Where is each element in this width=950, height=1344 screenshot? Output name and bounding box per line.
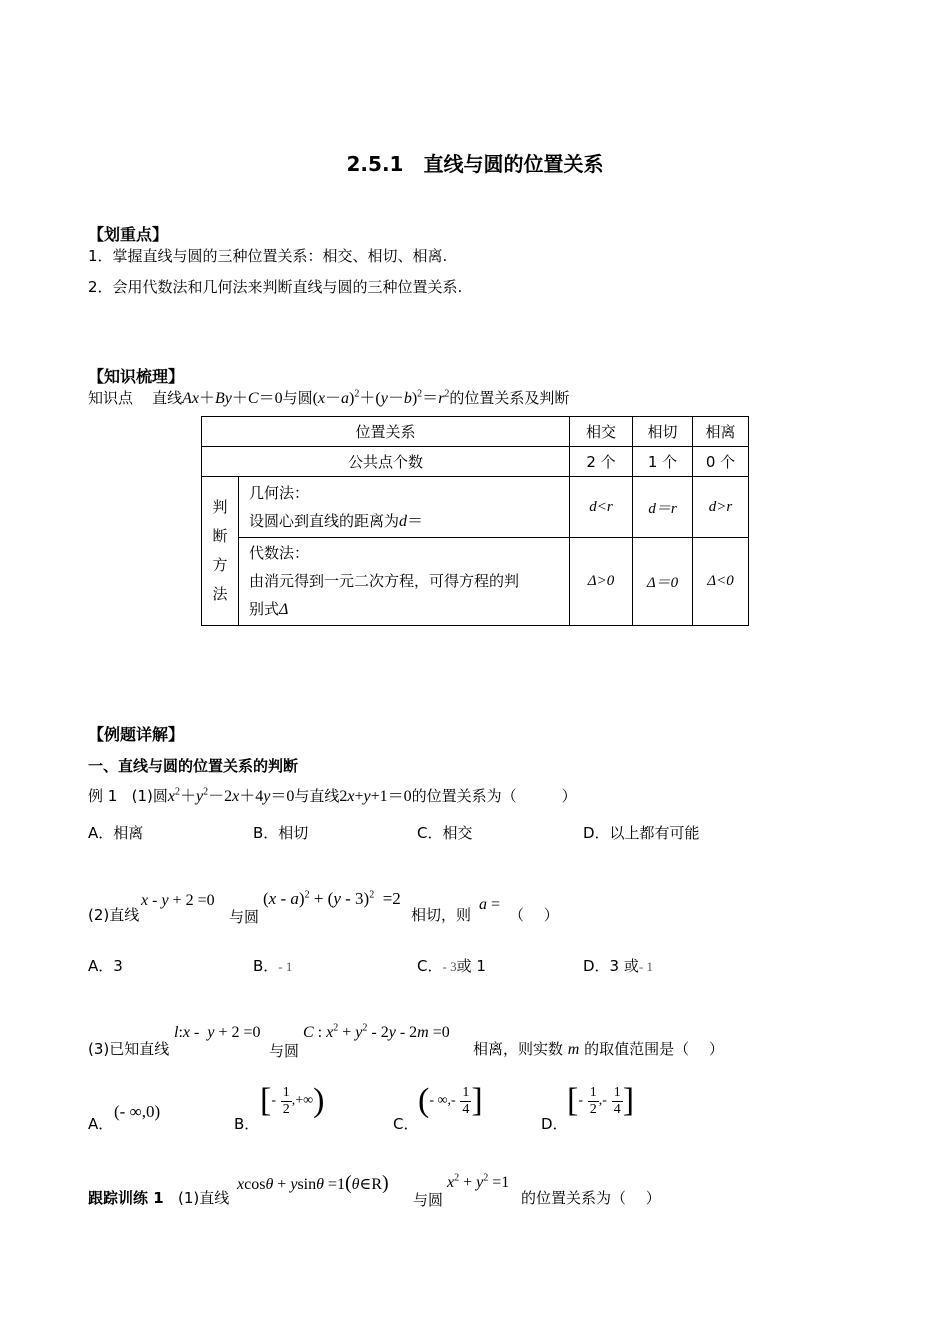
method-label: 判 断 方 法 — [212, 498, 228, 603]
ex1-q2-option-b[interactable]: B．- 1 — [253, 957, 293, 975]
track-label: 跟踪训练 1 — [88, 1189, 164, 1207]
method-label-cell — [202, 477, 239, 626]
table-cell: d>r — [693, 477, 749, 538]
geometric-title: 几何法： — [249, 483, 310, 502]
table-cell: 1 个 — [633, 447, 693, 477]
page-title: 2.5.1 直线与圆的位置关系 — [346, 152, 604, 176]
table-row — [202, 447, 749, 477]
d-symbol: d＝ — [399, 512, 424, 530]
ex1-q1-circle: $x^2+y^2-2x+4y=0$ — [167, 786, 295, 805]
geometric-desc: 设圆心到直线的距离为 — [249, 511, 400, 530]
knowledge-intro-pre: 直线 — [152, 389, 183, 407]
examples-heading: 【例题详解】 — [88, 725, 185, 744]
table-cell: Δ>0 — [570, 538, 633, 626]
ex1-q1-option-a[interactable]: A．相离 — [88, 824, 144, 842]
table-header-cell: 相离 — [693, 417, 749, 447]
delta-symbol: Δ — [279, 601, 289, 618]
ex1-q3-circle: C : $x^2 + y^2 - 2y - 2m =0$ — [303, 1022, 450, 1041]
key-points-heading: 【划重点】 — [88, 225, 169, 244]
ex1-q3-option-c[interactable]: C． — [393, 1115, 419, 1133]
knowledge-intro-post: 的位置关系及判断 — [449, 389, 570, 407]
ex1-q2-circle: (x - a)$^2$ + (y - 3)$^2$ =2 — [263, 889, 401, 908]
table-cell: Δ<0 — [693, 538, 749, 626]
ex1-q1-option-b[interactable]: B．相切 — [253, 824, 309, 842]
knowledge-table — [201, 416, 749, 626]
track-q1-circle: $x^2 + y^2 =1$ — [447, 1172, 510, 1191]
ex1-q2-blank: （ ） — [509, 906, 559, 924]
table-header-cell: 相交 — [570, 417, 633, 447]
ex1-q2-option-a[interactable]: A．3 — [88, 957, 123, 975]
ex1-q3-option-b[interactable]: B． — [234, 1115, 260, 1133]
table-cell: d＝r — [633, 477, 693, 538]
key-point-2: 2．会用代数法和几何法来判断直线与圆的三种位置关系. — [88, 278, 463, 296]
ex1-q1-option-d[interactable]: D．以上都有可能 — [583, 824, 700, 842]
table-cell: Δ＝0 — [633, 538, 693, 626]
knowledge-label: 知识点 — [88, 389, 134, 407]
ex1-q2-pre: (2)直线 — [88, 906, 140, 924]
ex1-q2-mid: 与圆 — [229, 908, 260, 926]
table-cell: 公共点个数 — [202, 447, 570, 477]
key-point-1: 1．掌握直线与圆的三种位置关系：相交、相切、相离. — [88, 247, 448, 265]
table-header-cell: 位置关系 — [202, 417, 570, 447]
algebraic-desc-1: 由消元得到一元二次方程，可得方程的判 — [249, 572, 520, 590]
ex1-q2-option-c[interactable]: C．- 3或 1 — [417, 957, 486, 975]
ex1-q1-line: 2x+y+1＝0 — [339, 788, 412, 805]
ex1-q2-option-d[interactable]: D．3 或- 1 — [583, 957, 653, 975]
ex1-q3-post: 相离，则实数 m 的取值范围是（ ） — [473, 1040, 724, 1058]
ex1-q3-option-b-value: [- $\frac{1}{2}$ ,+∞) — [260, 1082, 325, 1119]
ex1-q2-a: a = — [479, 896, 501, 913]
track-question-1: 跟踪训练 1 (1)直线 — [88, 1189, 230, 1207]
table-header-cell: 相切 — [633, 417, 693, 447]
ex1-q2-post: 相切，则 — [411, 906, 472, 924]
ex1-q3-option-d[interactable]: D． — [541, 1115, 568, 1133]
track-q1-line: xcosθ + ysinθ =1(θ∈R) — [237, 1172, 389, 1194]
ex1-question-1: 例 1 (1)圆$x^2+y^2-2x+4y=0$与直线2x+y+1＝0的位置关系为（ ） — [88, 786, 577, 805]
circle-equation: $(x-a)^2+(y-b)^2=r^2$ — [312, 388, 450, 407]
table-row — [202, 538, 749, 626]
track-q1-mid: 与圆 — [413, 1191, 444, 1209]
ex1-q3-pre: (3)已知直线 — [88, 1040, 170, 1058]
algebraic-title: 代数法： — [249, 544, 310, 562]
knowledge-intro: 知识点 直线Ax＋By＋C＝0与圆$(x-a)^2+(y-b)^2=r^2$的位置关系及判断 — [88, 388, 570, 407]
ex1-q3-option-a-value: (- ∞,0) — [114, 1102, 161, 1121]
track-q1-post: 的位置关系为（ ） — [521, 1189, 661, 1207]
geometric-method-cell — [239, 477, 570, 538]
table-cell: 0 个 — [693, 447, 749, 477]
ex1-q3-mid: 与圆 — [269, 1042, 300, 1060]
table-row — [202, 477, 749, 538]
algebraic-method-cell — [239, 538, 570, 626]
table-cell: 2 个 — [570, 447, 633, 477]
table-row — [202, 417, 749, 447]
line-equation: Ax＋By＋C＝0 — [182, 390, 283, 407]
ex1-q3-option-a[interactable]: A． — [88, 1115, 114, 1133]
examples-subheading: 一、直线与圆的位置关系的判断 — [88, 757, 299, 775]
algebraic-desc-2: 别式 — [249, 600, 280, 618]
ex1-label: 例 1 — [88, 787, 118, 805]
ex1-q3-option-c-value: (- ∞,- $\frac{1}{4}$ ] — [418, 1082, 483, 1119]
table-cell: d<r — [570, 477, 633, 538]
ex1-q1-option-c[interactable]: C．相交 — [417, 824, 473, 842]
ex1-q3-option-d-value: [- $\frac{1}{2}$ ,- $\frac{1}{4}$ ] — [567, 1082, 635, 1119]
ex1-q3-line: l:x - y + 2 =0 — [174, 1024, 261, 1041]
ex1-q2-line: x - y + 2 =0 — [141, 892, 215, 909]
knowledge-heading: 【知识梳理】 — [88, 367, 185, 386]
